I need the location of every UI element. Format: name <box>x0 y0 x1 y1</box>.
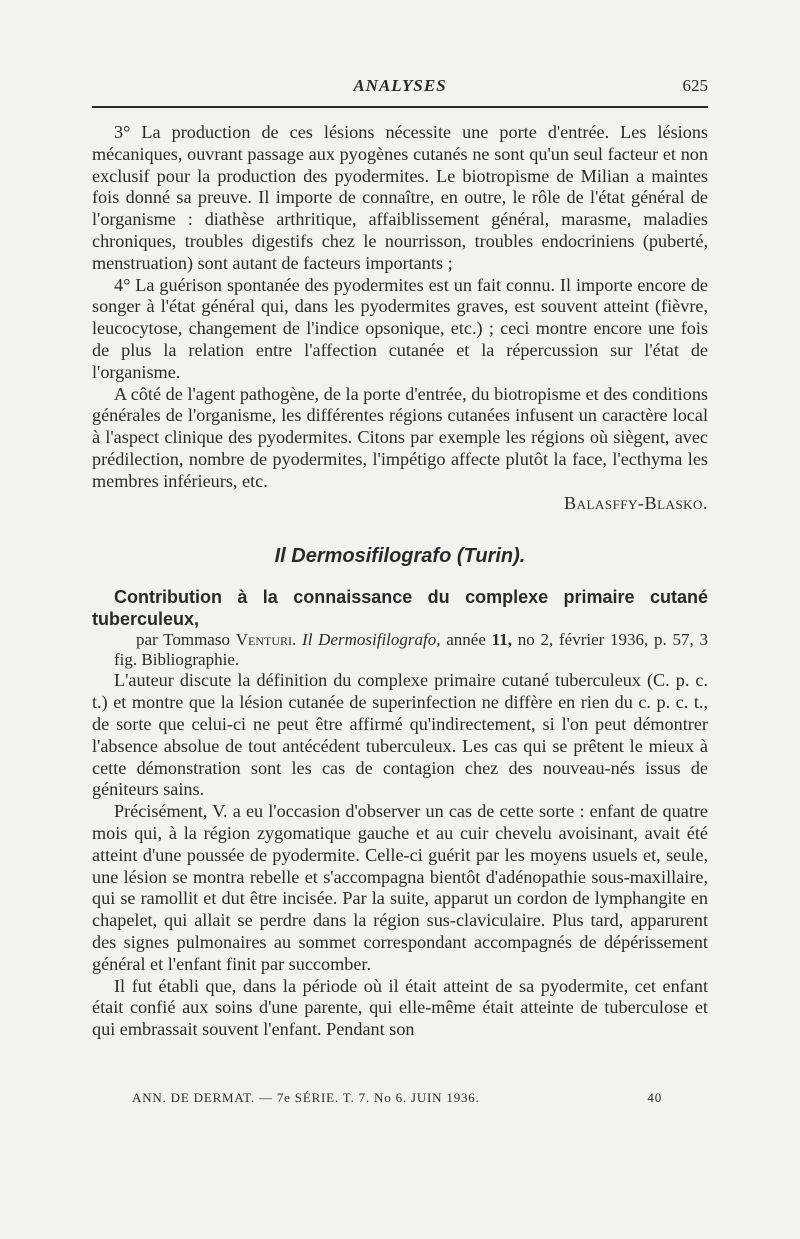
paragraph-case: Précisément, V. a eu l'occasion d'observer un cas de cette sorte : enfant de quatre mois qui, à la région zygomatique gauche et au cuir chevelu avoisinant, avait été atteint d'une poussée de pyodermite. Celle-ci guérit par les moyens usuels et, seule, une lésion se montra rebelle et s'accompagna bientôt d'adénopathie sous-maxillaire, qui se ramollit et dut être incisée. Par la suite, apparut un cordon de lymphangite en chapelet, qui allait se perdre dans la région sus-claviculaire. Plus tard, apparurent des signes pulmonaires au sommet correspondant accompagnés de dépérissement général et l'enfant finit par succomber. <box>92 801 708 974</box>
paragraph-3: 3° La production de ces lésions nécessite une porte d'entrée. Les lésions mécaniques, ouvrant passage aux pyogènes cutanés ne sont qu'un seul facteur et non exclusif pour la production des pyodermites. Le biotropisme de Milian a maintes fois donné sa preuve. Il importe de connaître, en outre, le rôle de l'état général de l'organisme : diathèse arthritique, affaiblissement général, marasme, maladies chroniques, troubles digestifs chez le nourrisson, troubles endocriniens (puberté, menstruation) sont autant de facteurs importants ; <box>92 122 708 273</box>
article-title: Contribution à la connaissance du complexe primaire cutané tuberculeux, <box>92 587 708 630</box>
page-body <box>92 122 708 1041</box>
running-header <box>92 74 708 98</box>
paragraph-contagion: Il fut établi que, dans la période où il était atteint de sa pyodermite, cet enfant était confié aux soins d'une parente, qui elle-même était atteinte de tuberculose et qui embrassait souvent l'enfant. Pendant son <box>92 975 708 1040</box>
article-reference <box>92 630 708 670</box>
running-title: ANALYSES <box>353 76 447 95</box>
paragraph-regions: A côté de l'agent pathogène, de la porte d'entrée, du biotropisme et des conditions générales de l'organisme, les différentes régions cutanées infusent un caractère local à l'aspect clinique des pyodermites. Citons par exemple les régions où siègent, avec prédilection, nombre de pyodermites, l'impétigo affecte plutôt la face, l'ecthyma les membres inférieurs, etc. <box>92 383 708 491</box>
header-rule <box>92 106 708 108</box>
paragraph-definition: L'auteur discute la définition du complexe primaire cutané tuberculeux (C. p. c. t.) et montre que la lésion cutanée de superinfection ne diffère en rien du c. p. c. t., de sorte que celui-ci ne peut être affirmé qu'indirectement, si l'on peut démontrer l'absence absolue de tout antécédent tuberculeux. Les cas qui se prêtent le mieux à cette démonstration sont les cas de contagion chez des nouveau-nés issus de géniteurs sains. <box>92 670 708 800</box>
footer-citation: ANN. DE DERMAT. — 7e SÉRIE. T. 7. No 6. JUIN 1936. <box>132 1090 480 1105</box>
section-title: Il Dermosifilografo (Turin). <box>274 545 526 568</box>
paragraph-4: 4° La guérison spontanée des pyodermites est un fait connu. Il importe encore de songer à l'état général qui, dans les pyodermites graves, est souvent atteint (fièvre, leucocytose, changement de l'indice opsonique, etc.) ; ceci montre encore une fois de plus la relation entre l'affection cutanée et la répercussion sur l'état de l'organisme. <box>92 274 708 382</box>
signature: Balasffy-Blasko. <box>564 492 708 513</box>
ref-year-label: année <box>446 630 486 650</box>
ref-by: par Tommaso <box>136 630 230 650</box>
footer-sheet-number: 40 <box>647 1090 662 1105</box>
ref-journal: Il Dermosifilografo, <box>302 630 441 650</box>
ref-rest: no 2, février 1936, p. 57, 3 fig. Bibliographie. <box>114 630 709 670</box>
ref-volume: 11, <box>491 630 512 650</box>
ref-author: Venturi. <box>235 630 297 650</box>
page-number: 625 <box>682 76 708 95</box>
